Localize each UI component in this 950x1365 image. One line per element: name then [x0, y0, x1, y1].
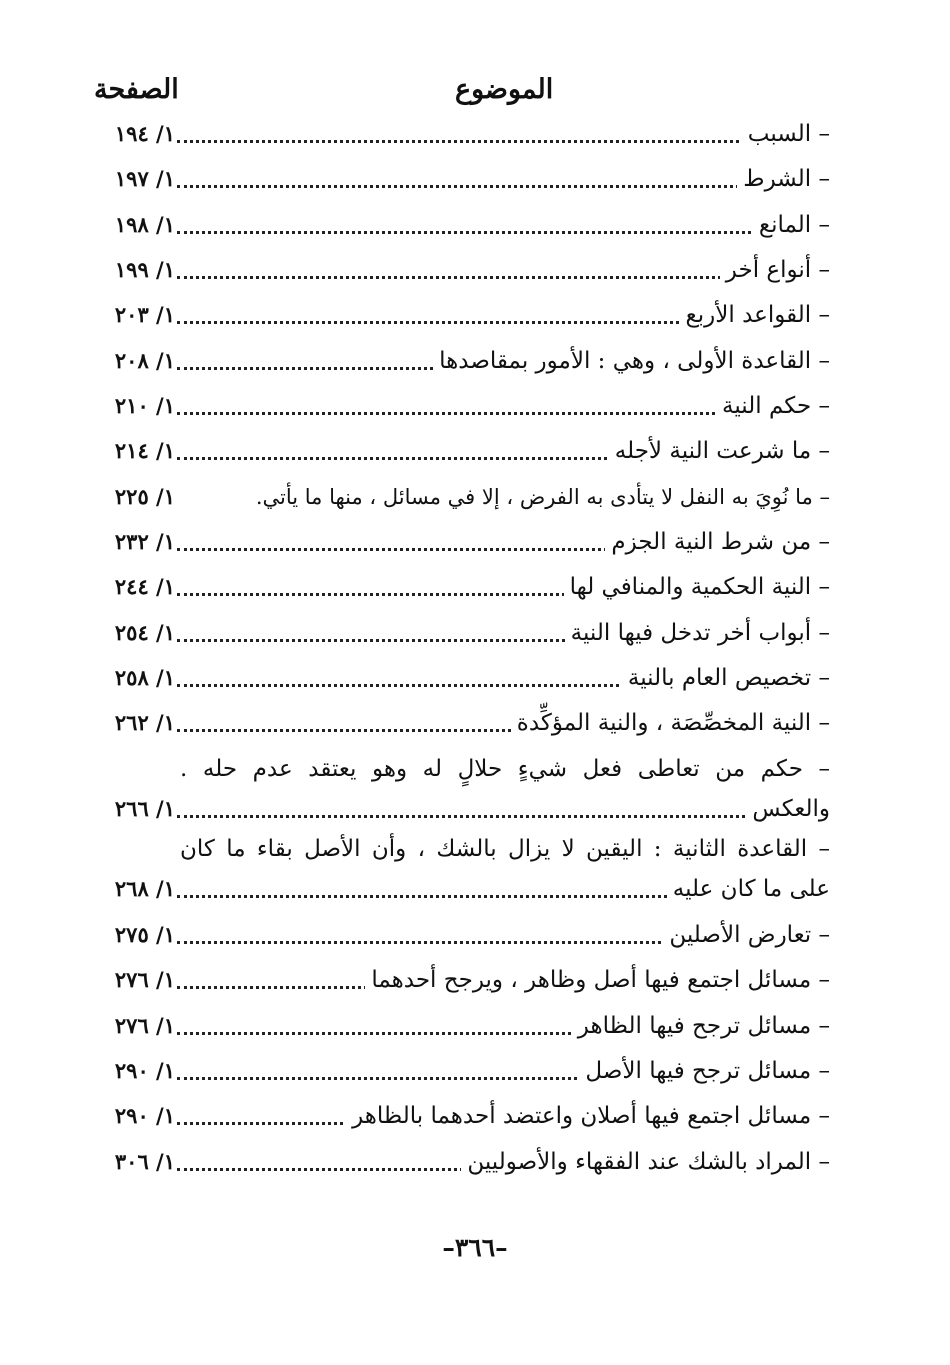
entry-page: ١/ ١٩٤ [114, 121, 175, 146]
toc-entry [95, 1006, 830, 1046]
page-number: –٣٦٦– [442, 1233, 508, 1262]
toc-entry-multiline [95, 829, 830, 909]
entry-title: – تعارض الأصلين [663, 915, 830, 955]
entry-page: ١/ ٢٠٨ [114, 348, 175, 373]
entry-page: ١/ ٢٧٦ [114, 967, 175, 992]
entry-page: ١/ ٢٤٤ [114, 574, 175, 599]
page-column-header: الصفحة [94, 74, 179, 105]
toc-entry [95, 522, 830, 562]
entry-title: – مسائل ترجح فيها الأصل [579, 1051, 830, 1091]
entry-title: – حكم النية [716, 386, 830, 426]
toc-entry [95, 613, 830, 653]
entry-title: – مسائل ترجح فيها الظاهر [572, 1006, 830, 1046]
entry-page: ١/ ٢٧٦ [114, 1013, 175, 1038]
entry-page: ١/ ١٩٩ [114, 257, 175, 282]
dot-leader [177, 140, 830, 143]
entry-title: – المانع [753, 205, 830, 245]
topic-column-header: الموضوع [455, 74, 554, 105]
entry-title: – أنواع أخر [720, 250, 830, 290]
entry-page: ١/ ٢١٤ [114, 438, 175, 463]
entry-title: – المراد بالشك عند الفقهاء والأصوليين [461, 1142, 830, 1182]
toc-entry-multiline [95, 749, 830, 829]
dot-leader [177, 231, 830, 234]
entry-title: – الشرط [737, 159, 830, 199]
entry-page: ١/ ١٩٨ [114, 212, 175, 237]
toc-entry [95, 703, 830, 743]
toc-entry [95, 1142, 830, 1182]
toc-entry [95, 960, 830, 1000]
toc-entry [95, 431, 830, 471]
toc-entry [95, 341, 830, 381]
toc-entry [95, 1051, 830, 1091]
toc-entry [95, 915, 830, 955]
toc-entry [95, 205, 830, 245]
entry-title: – مسائل اجتمع فيها أصل وظاهر ، ويرجح أحدهما [365, 960, 830, 1000]
entry-page: ١/ ٢٩٠ [114, 1058, 175, 1083]
entry-page: ١/ ٢٥٤ [114, 620, 175, 645]
toc-entry [95, 114, 830, 154]
entry-title-line2: والعكس [746, 789, 830, 829]
entry-page: ١/ ٢٣٢ [114, 529, 175, 554]
dot-leader [177, 185, 830, 188]
entry-page: ١/ ٢٦٢ [114, 710, 175, 735]
dot-leader [177, 815, 830, 818]
entry-page: ١/ ٢٩٠ [114, 1103, 175, 1128]
entry-title-line1: – القاعدة الثانية : اليقين لا يزال بالشك ، وأن الأصل بقاء ما كان [180, 836, 830, 862]
toc-entry [95, 159, 830, 199]
toc-entry [95, 295, 830, 335]
entry-title: – النية المخصِّصَة ، والنية المؤكِّدة [511, 703, 830, 743]
entry-title: – النية الحكمية والمنافي لها [564, 567, 830, 607]
entry-title-line2: على ما كان عليه [667, 869, 830, 909]
entry-page: ١/ ٢٥٨ [114, 665, 175, 690]
entry-title: – القواعد الأربع [680, 295, 830, 335]
entry-page: ١/ ١٩٧ [114, 166, 175, 191]
entry-title-line1: – حكم من تعاطى فعل شيءٍ حلالٍ له وهو يعتقد عدم حله . [180, 756, 830, 782]
toc-entry [95, 658, 830, 698]
toc-entry [95, 250, 830, 290]
entry-page: ١/ ٢٢٥ [114, 484, 175, 509]
toc-entry [95, 386, 830, 426]
entry-title: – ما شرعت النية لأجله [609, 431, 830, 471]
entry-title: – القاعدة الأولى ، وهي : الأمور بمقاصدها [433, 341, 830, 381]
entry-title: – ما نُوِيَ به النفل لا يتأدى به الفرض ، إلا في مسائل ، منها ما يأتي. [250, 477, 830, 517]
entry-title: – تخصيص العام بالنية [622, 658, 830, 698]
entry-page: ١/ ٢٦٨ [114, 876, 175, 901]
entry-title: – أبواب أخر تدخل فيها النية [565, 613, 830, 653]
entry-page: ١/ ٢٠٣ [114, 302, 175, 327]
entry-page: ١/ ٢٦٦ [114, 796, 175, 821]
entry-page: ١/ ٢١٠ [114, 393, 175, 418]
entry-title: – السبب [742, 114, 830, 154]
entry-title: – مسائل اجتمع فيها أصلان واعتضد أحدهما بالظاهر [346, 1096, 830, 1136]
entry-title: – من شرط النية الجزم [605, 522, 830, 562]
entry-page: ١/ ٣٠٦ [114, 1149, 175, 1174]
toc-entry [95, 477, 830, 517]
toc-entry [95, 1096, 830, 1136]
toc-entry [95, 567, 830, 607]
entry-page: ١/ ٢٧٥ [114, 922, 175, 947]
